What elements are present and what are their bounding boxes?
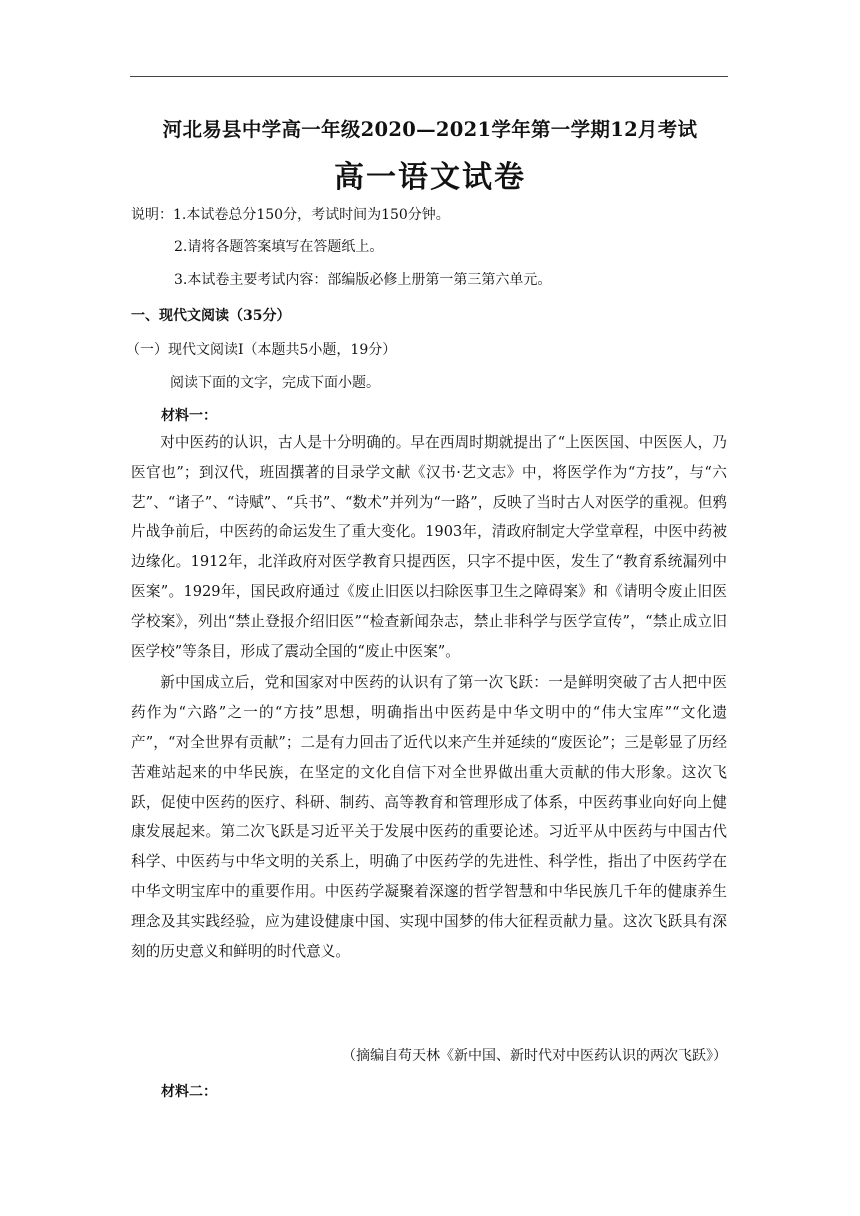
page-title: 高一语文试卷	[334, 160, 526, 195]
material-one-body	[131, 428, 727, 966]
material-two-label: 材料二：	[161, 1084, 217, 1100]
header-rule	[130, 76, 728, 77]
reading-instruction: 阅读下面的文字，完成下面小题。	[170, 375, 380, 391]
school-exam-line: 河北易县中学高一年级2020—2021学年第一学期12月考试	[162, 118, 698, 141]
sub-section-heading: （一）现代文阅读Ⅰ（本题共5小题，19分）	[126, 342, 397, 358]
exam-note-2: 2.请将各题答案填写在答题纸上。	[174, 239, 384, 255]
material-one-label: 材料一：	[161, 408, 217, 424]
material-one-source: （摘编自苟天林《新中国、新时代对中医药认识的两次飞跃》）	[342, 1048, 727, 1064]
material-one-paragraph: 新中国成立后，党和国家对中医药的认识有了第一次飞跃：一是鲜明突破了古人把中医药作为“六路”之一的“方技”思想，明确指出中医药是中华文明中的“伟大宝库”“文化遗产”，“对全世界有贡献”；二是有力回击了近代以来产生并延续的“废医论”；三是彰显了历经苦难站起来的中华民族，在坚定的文化自信下对全世界做出重大贡献的伟大形象。这次飞跃，促使中医药的医疗、科研、制药、高等教育和管理形成了体系，中医药事业向好向上健康发展起来。第二次飞跃是习近平关于发展中医药的重要论述。习近平从中医药与中国古代科学、中医药与中华文明的关系上，明确了中医药学的先进性、科学性，指出了中医药学在中华文明宝库中的重要作用。中医药学凝聚着深邃的哲学智慧和中华民族几千年的健康养生理念及其实践经验，应为建设健康中国、实现中国梦的伟大征程贡献力量。这次飞跃具有深刻的历史意义和鲜明的时代意义。	[131, 674, 727, 960]
exam-note-3: 3.本试卷主要考试内容：部编版必修上册第一第三第六单元。	[174, 272, 552, 288]
material-one-paragraph: 对中医药的认识，古人是十分明确的。早在西周时期就提出了“上医医国、中医医人，乃医官也”；到汉代，班固撰著的目录学文献《汉书·艺文志》中，将医学作为“方技”，与“六艺”、“诸子”、“诗赋”、“兵书”、“数术”并列为“一路”，反映了当时古人对医学的重视。但鸦片战争前后，中医药的命运发生了重大变化。1903年，清政府制定大学堂章程，中医中药被边缘化。1912年，北洋政府对医学教育只提西医，只字不提中医，发生了“教育系统漏列中医案”。1929年，国民政府通过《废止旧医以扫除医事卫生之障碍案》和《请明令废止旧医学校案》，列出“禁止登报介绍旧医”“检查新闻杂志，禁止非科学与医学宣传”，“禁止成立旧医学校”等条目，形成了震动全国的“废止中医案”。	[131, 434, 727, 660]
section-heading: 一、现代文阅读（35分）	[131, 308, 291, 324]
exam-note-1: 说明：1.本试卷总分150分，考试时间为150分钟。	[131, 207, 450, 223]
